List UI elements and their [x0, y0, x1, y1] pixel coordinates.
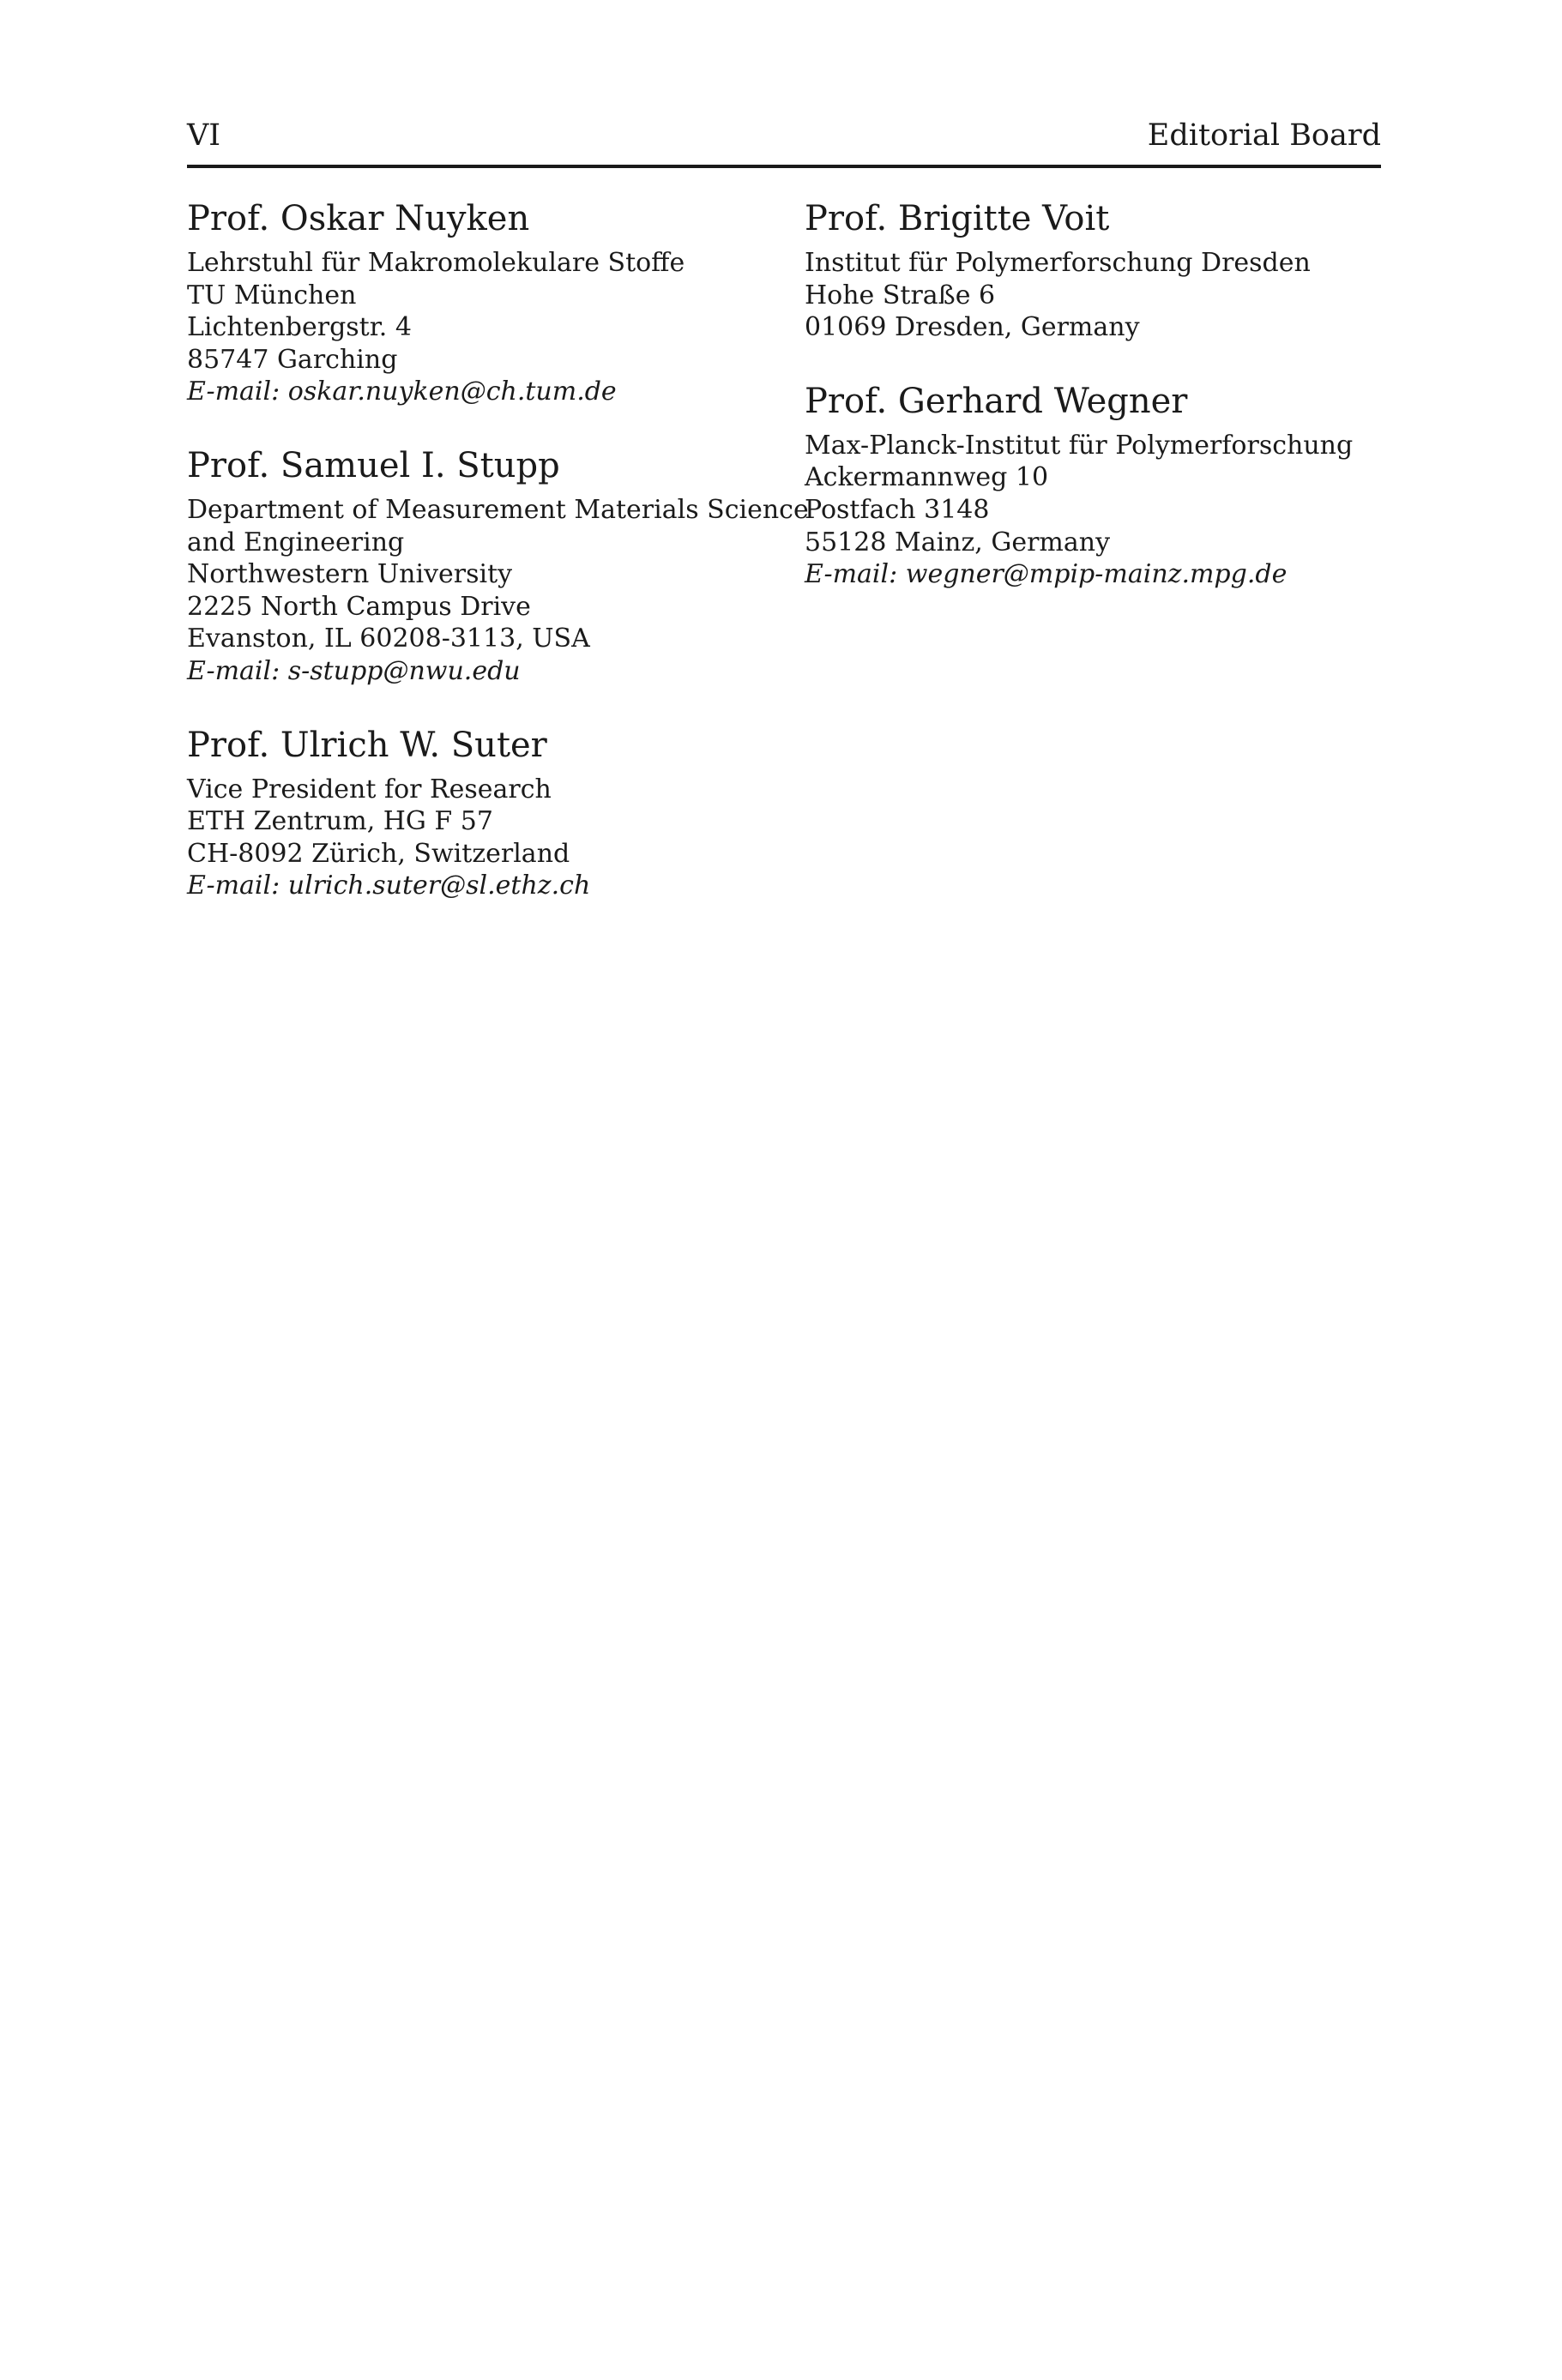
address-line: Hohe Straße 6 [805, 280, 996, 310]
member-name: Prof. Ulrich W. Suter [187, 725, 547, 765]
board-member-nuyken [187, 194, 787, 408]
address-line: 55128 Mainz, Germany [805, 527, 1111, 557]
board-member-voit [805, 194, 1405, 344]
address-line: ETH Zentrum, HG F 57 [187, 806, 493, 837]
address-line: CH-8092 Zürich, Switzerland [187, 838, 570, 869]
page-number: VI [187, 118, 221, 153]
address-line: Evanston, IL 60208-3113, USA [187, 624, 590, 654]
member-name: Prof. Gerhard Wegner [805, 381, 1188, 421]
left-column [187, 194, 809, 935]
board-member-stupp [187, 441, 809, 688]
board-member-suter [187, 720, 787, 902]
member-name: Prof. Brigitte Voit [805, 199, 1110, 238]
address-line: Northwestern University [187, 559, 513, 590]
address-line: Department of Measurement Materials Science [187, 494, 809, 525]
address-line: Lichtenbergstr. 4 [187, 312, 412, 343]
board-member-wegner [805, 377, 1405, 591]
page-header [187, 111, 1381, 168]
right-column [805, 194, 1405, 624]
member-email: E-mail: ulrich.suter@sl.ethz.ch [187, 871, 591, 901]
address-line: and Engineering [187, 527, 405, 557]
member-name: Prof. Oskar Nuyken [187, 199, 530, 238]
member-email: E-mail: wegner@mpip-mainz.mpg.de [805, 559, 1288, 590]
address-line: 2225 North Campus Drive [187, 591, 531, 622]
running-title: Editorial Board [1147, 118, 1381, 153]
address-line: Max-Planck-Institut für Polymerforschung [805, 430, 1354, 461]
address-line: Vice President for Research [187, 774, 552, 804]
address-line: Lehrstuhl für Makromolekulare Stoffe [187, 248, 685, 278]
address-line: TU München [187, 280, 357, 310]
member-email: E-mail: s-stupp@nwu.edu [187, 655, 521, 686]
address-line: 01069 Dresden, Germany [805, 312, 1140, 343]
address-line: Postfach 3148 [805, 494, 990, 525]
address-line: 85747 Garching [187, 344, 398, 375]
address-line: Ackermannweg 10 [805, 462, 1049, 493]
address-line: Institut für Polymerforschung Dresden [805, 248, 1311, 278]
member-email: E-mail: oskar.nuyken@ch.tum.de [187, 377, 617, 407]
member-name: Prof. Samuel I. Stupp [187, 445, 560, 485]
